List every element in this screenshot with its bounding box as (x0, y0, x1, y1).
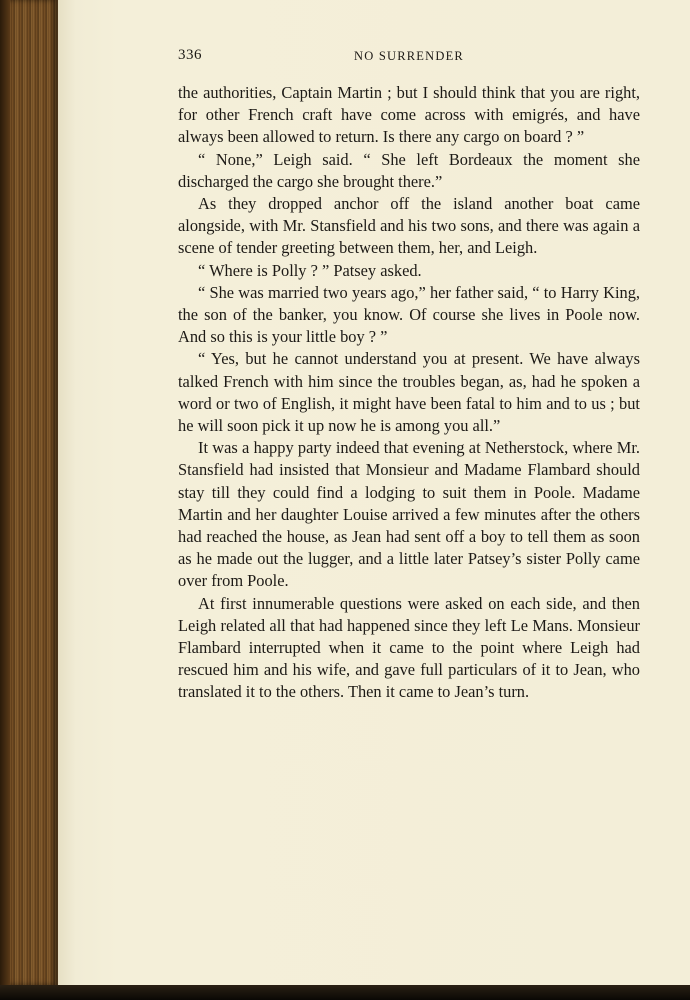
body-text (178, 82, 640, 704)
paragraph-6: “ Yes, but he cannot understand you at present. We have always talked French with him since the troubles began, as, had he spoken a word or two of English, it might have been fatal to him and to us ; but he will soon pick it up now he is among you all.” (178, 349, 640, 436)
running-head: NO SURRENDER (354, 49, 464, 63)
page-number: 336 (178, 47, 202, 63)
paragraph-3: As they dropped anchor off the island another boat came alongside, with Mr. Stansfield and his two sons, and there was again a scene of tender greeting between them, her, and Leigh. (178, 194, 640, 258)
paragraph-1: the authorities, Captain Martin ; but I should think that you are right, for other French craft have come across with emigrés, and have always been allowed to return. Is there any cargo on board ? ” (178, 83, 640, 147)
bottom-shadow (0, 985, 690, 1000)
book-spine-shadow (0, 0, 10, 985)
paragraph-4: “ Where is Polly ? ” Patsey asked. (198, 260, 422, 280)
paragraph-5: “ She was married two years ago,” her father said, “ to Harry King, the son of the banker, you know. Of course she lives in Poole now. And so this is your little boy ? ” (178, 282, 640, 347)
paragraph-8: At first innumerable questions were asked on each side, and then Leigh related all that had happened since they left Le Mans. Monsieur Flambard interrupted when it came to the point where Leigh had rescued him and his wife, and gave full particulars of it to Jean, who translated it to the others. Then it came to Jean’s turn. (178, 593, 640, 702)
page-header (178, 47, 640, 69)
paragraph-2: “ None,” Leigh said. “ She left Bordeaux the moment she discharged the cargo she brought there.” (178, 149, 640, 191)
paragraph-7: It was a happy party indeed that evening at Netherstock, where Mr. Stansfield had insisted that Monsieur and Madame Flambard should stay till they could find a lodging to suit them in Poole. Madame Martin and her daughter Louise arrived a few minutes after the others had reached the house, as Jean had sent off a boy to tell them as soon as he made out the lugger, and a little later Patsey’s sister Polly came over from Poole. (178, 438, 640, 591)
